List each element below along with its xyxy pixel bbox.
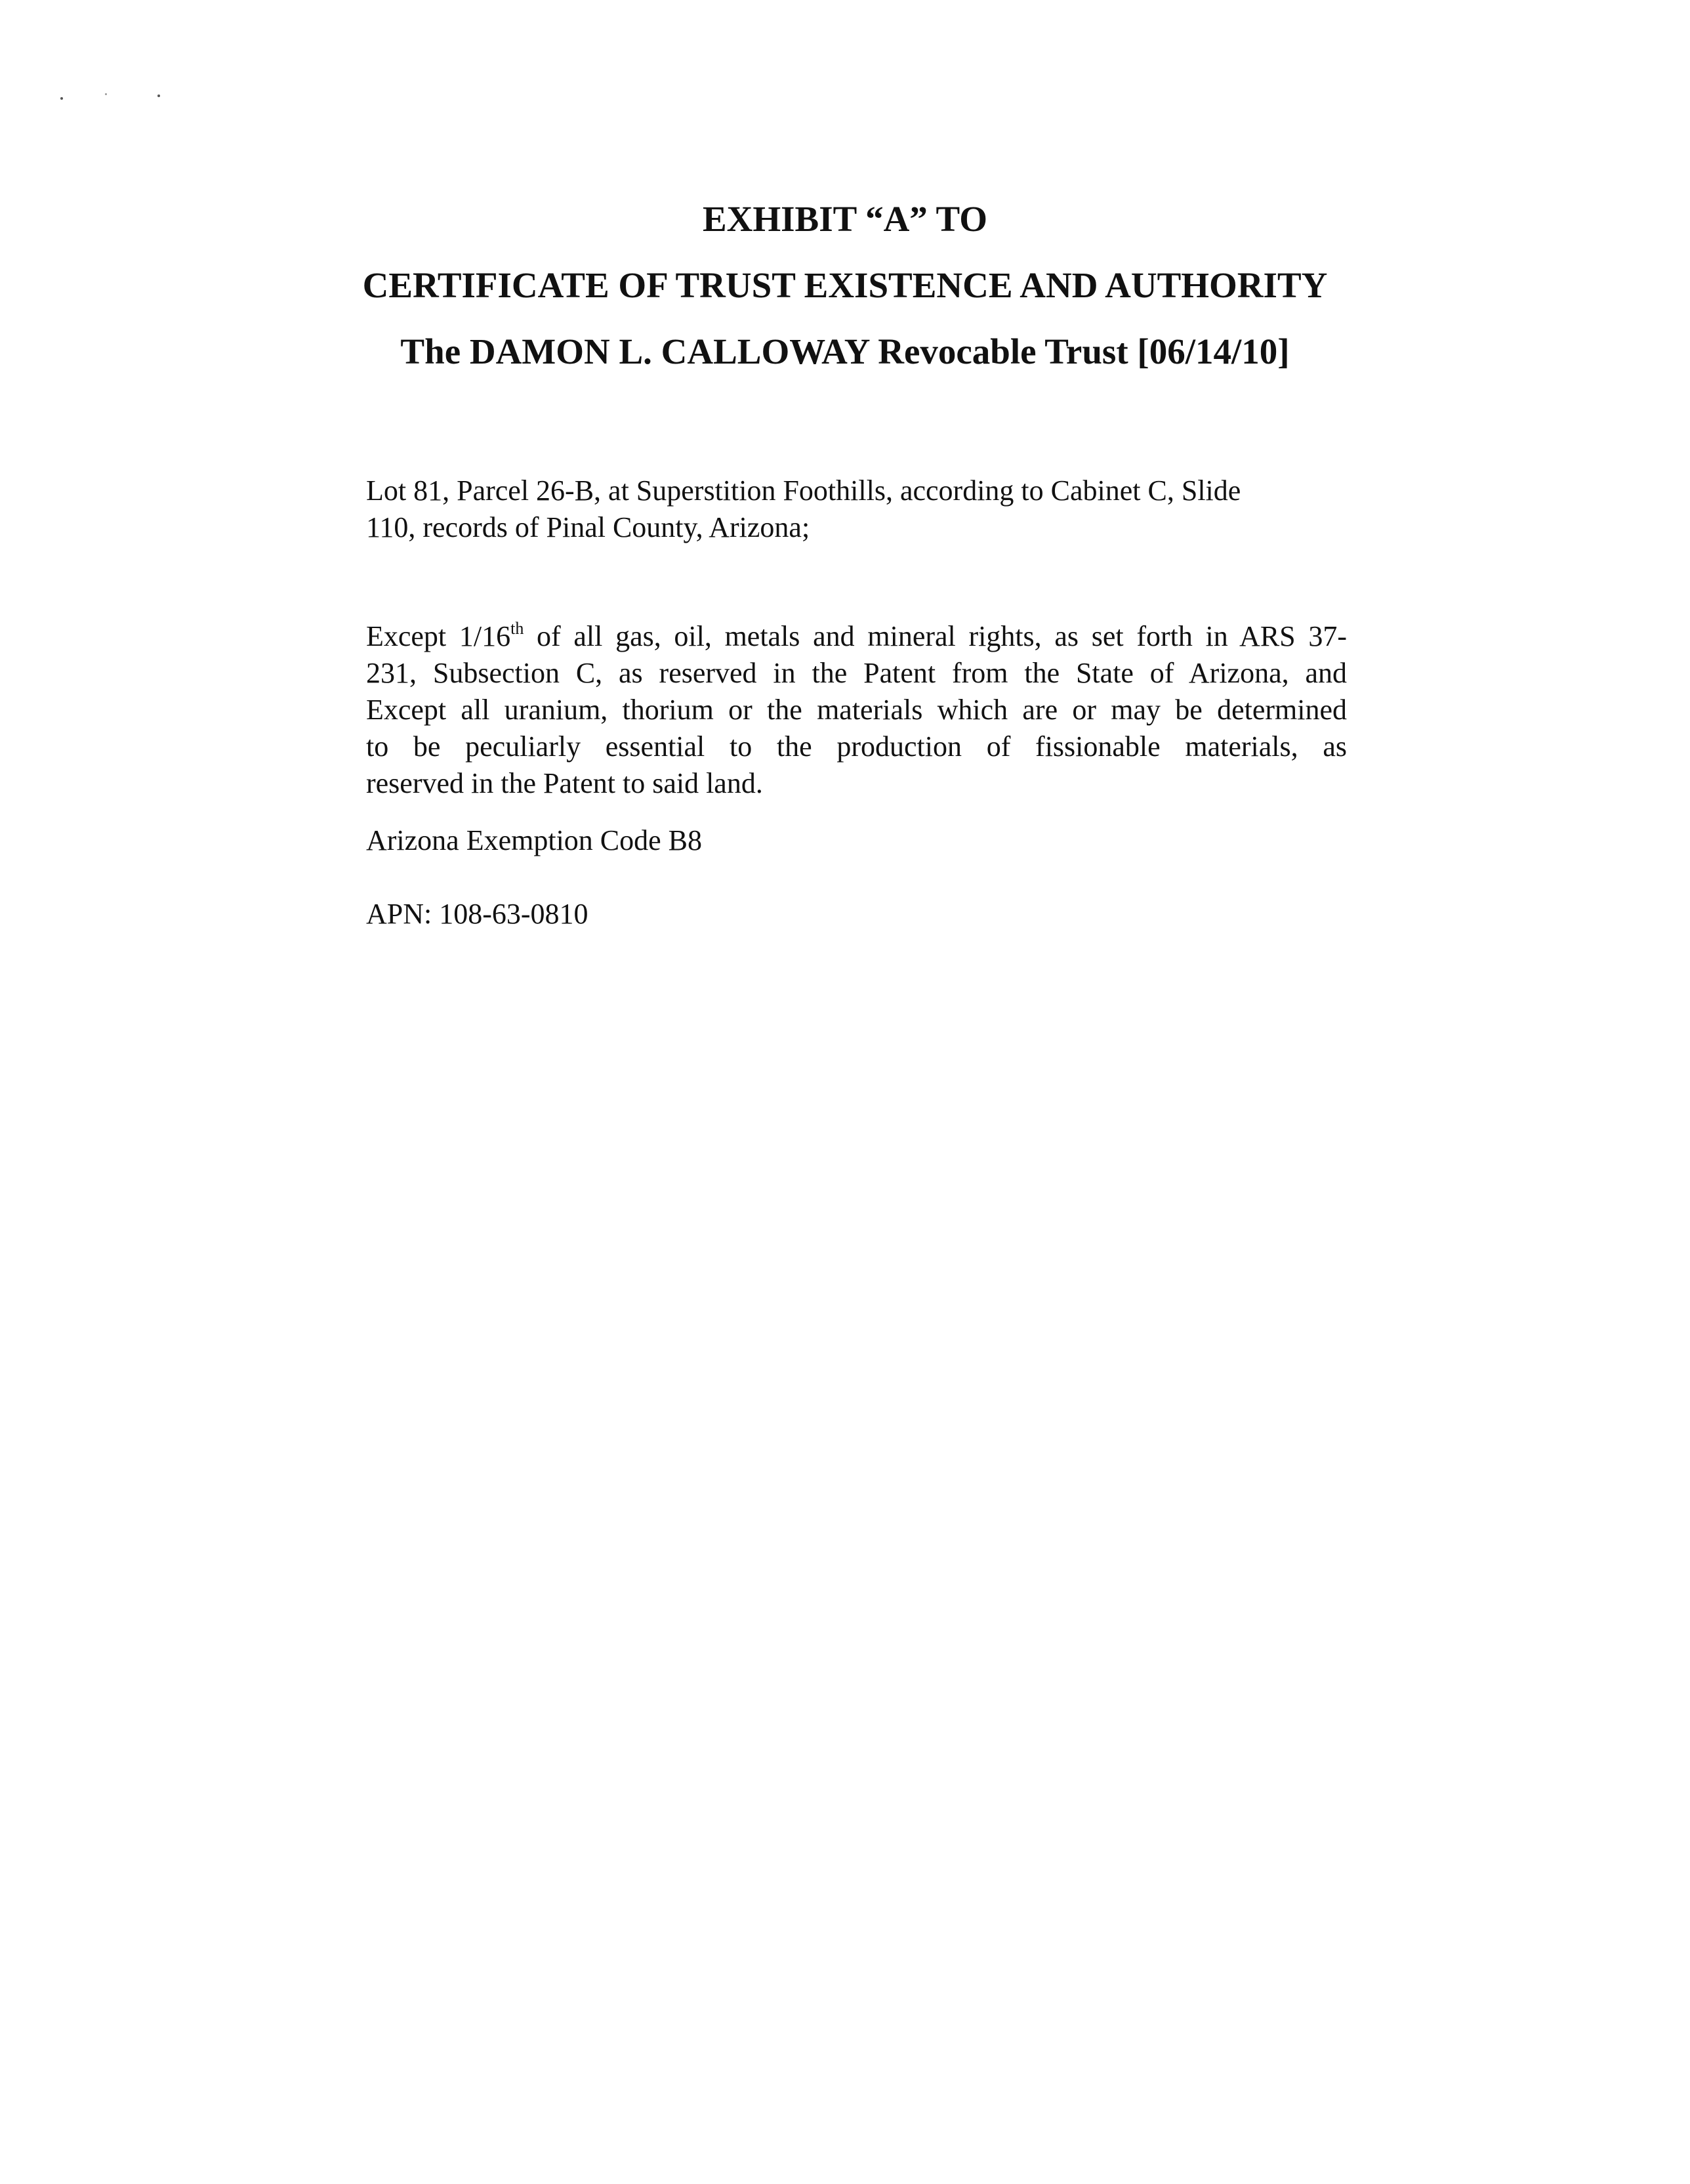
- paragraph-line: to be peculiarly essential to the production of fissionable materials, as: [366, 730, 1347, 763]
- paragraph-line: Except all uranium, thorium or the materials which are or may be determined: [366, 694, 1347, 726]
- mineral-rights-paragraph: [366, 618, 1347, 802]
- paragraph-line: Lot 81, Parcel 26-B, at Superstition Foothills, according to Cabinet C, Slide: [366, 474, 1241, 507]
- paragraph-line: 110, records of Pinal County, Arizona;: [366, 511, 810, 543]
- exhibit-title: EXHIBIT “A” TO: [702, 199, 988, 239]
- exemption-code: Arizona Exemption Code B8: [366, 824, 703, 856]
- ordinal-superscript: th: [510, 619, 524, 638]
- certificate-title: CERTIFICATE OF TRUST EXISTENCE AND AUTHORITY: [362, 265, 1328, 305]
- lot-description-paragraph: [366, 472, 1347, 546]
- paragraph-line: 231, Subsection C, as reserved in the Patent from the State of Arizona, and: [366, 657, 1347, 689]
- scan-speck: [157, 94, 160, 97]
- scan-speck: [60, 97, 63, 100]
- scan-speck: [105, 93, 107, 95]
- apn-number: APN: 108-63-0810: [366, 898, 588, 930]
- paragraph-line: reserved in the Patent to said land.: [366, 767, 763, 799]
- trust-title: The DAMON L. CALLOWAY Revocable Trust [06/14/10]: [400, 331, 1290, 371]
- paragraph-line: Except 1/16th of all gas, oil, metals and mineral rights, as set forth in ARS 37-: [366, 619, 1347, 652]
